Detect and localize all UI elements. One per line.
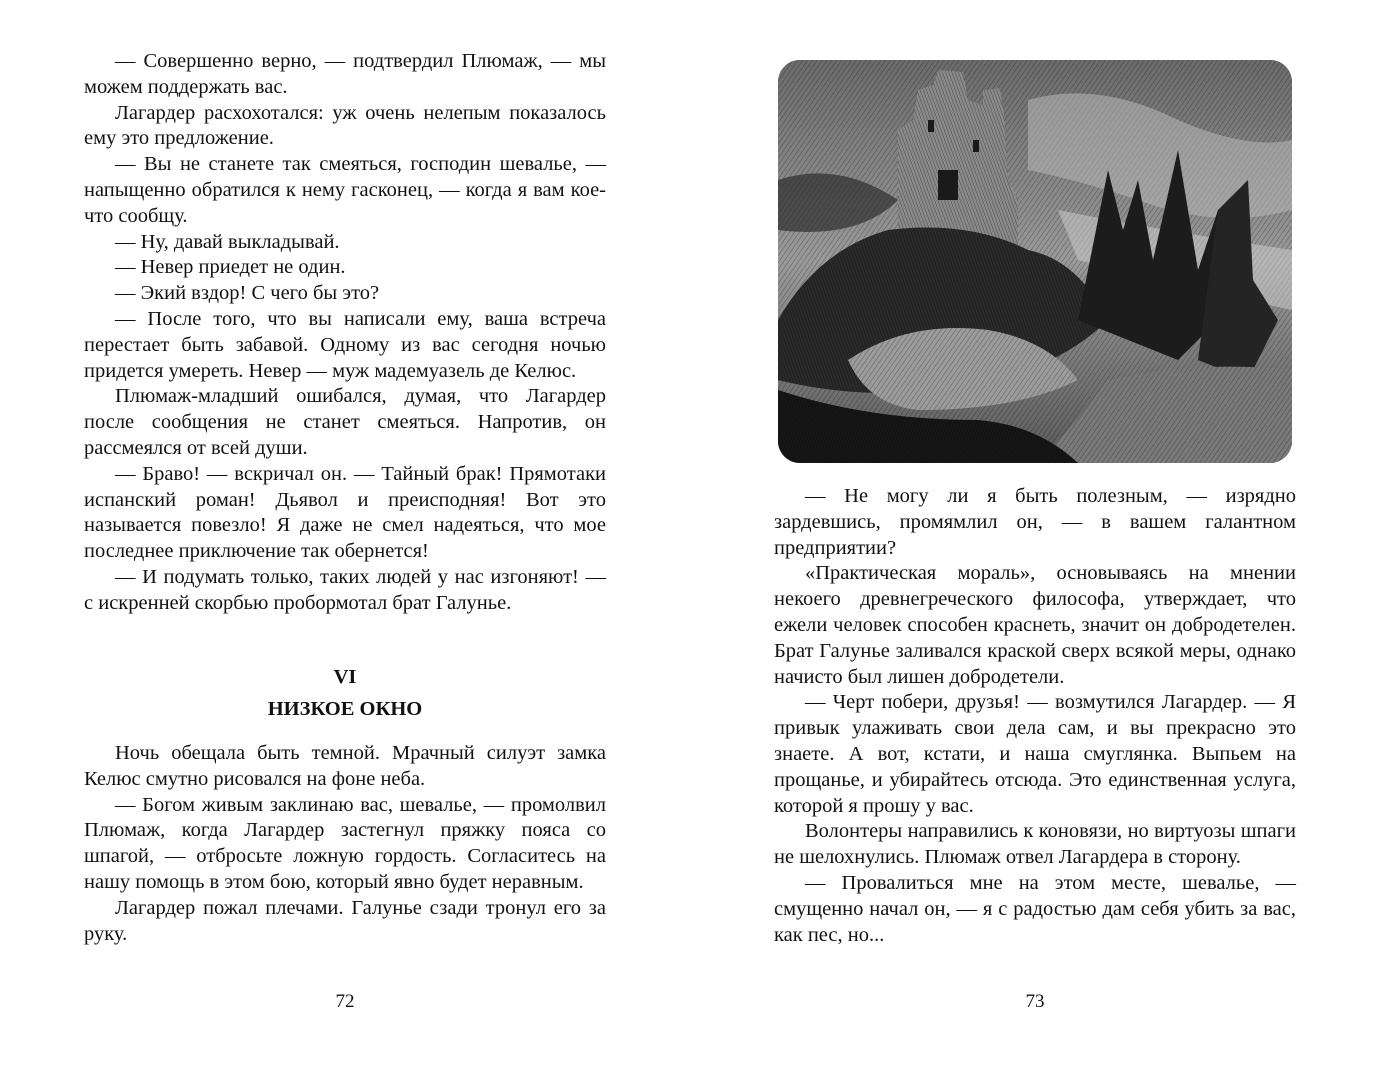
castle-illustration	[778, 60, 1292, 463]
chapter-title: НИЗКОЕ ОКНО	[267, 698, 423, 720]
left-page	[84, 0, 606, 1080]
right-page-text	[774, 484, 1296, 948]
paragraph: — После того, что вы написали ему, ваша встреча перестает быть забавой. Одному из вас сегодня ночью придется умереть. Невер — муж мадемуазель де Келюс.	[84, 307, 606, 382]
chapter-number: VI	[333, 666, 357, 688]
left-page-text-top	[84, 49, 606, 617]
right-page	[774, 0, 1296, 1080]
chapter-heading	[84, 661, 606, 725]
paragraph: — Совершенно верно, — подтвердил Плюмаж, — мы можем поддержать вас.	[84, 50, 606, 98]
paragraph: Ночь обещала быть темной. Мрачный силуэт замка Келюс смутно рисовался на фоне неба.	[84, 742, 606, 790]
paragraph: Лагардер пожал плечами. Галунье сзади тронул его за руку.	[84, 896, 606, 945]
paragraph: — Экий вздор! С чего бы это?	[115, 282, 380, 305]
paragraph: Плюмаж-младший ошибался, думая, что Лагардер после сообщения не станет смеяться. Напротив, он рассмеялся от всей души.	[84, 385, 606, 459]
engraving-image	[778, 60, 1292, 463]
paragraph: Волонтеры направились к коновязи, но виртуозы шпаги не шелохнулись. Плюмаж отвел Лагардера в сторону.	[774, 820, 1296, 869]
paragraph: — И подумать только, таких людей у нас изгоняют! — с искренней скорбью пробормотал брат Галунье.	[84, 565, 606, 614]
paragraph: — Ну, давай выкладывай.	[115, 230, 340, 253]
page-number: 73	[1025, 991, 1045, 1012]
paragraph: «Практическая мораль», основываясь на мнении некоего древнегреческого философа, утверждает, что ежели человек способен краснеть, значит он добродетелен. Брат Галунье заливался краской сверх всякой меры, однако начисто был лишен добродетели.	[774, 562, 1296, 688]
paragraph: — Богом живым заклинаю вас, шевалье, — промолвил Плюмаж, когда Лагардер застегнул пряжку пояса со шпагой, — отбросьте ложную гордость. Согласитесь на нашу помощь в этом бою, который явно будет неравным.	[84, 793, 606, 893]
paragraph: — Не могу ли я быть полезным, — изрядно зардевшись, промямлил он, — в вашем галантном предприятии?	[774, 485, 1296, 559]
paragraph: Лагардер расхохотался: уж очень нелепым показалось ему это предложение.	[84, 101, 606, 150]
page-number: 72	[335, 991, 355, 1012]
paragraph: — Невер приедет не один.	[115, 256, 346, 279]
left-page-text-bottom	[84, 741, 606, 947]
paragraph: — Браво! — вскричал он. — Тайный брак! Прямотаки испанский роман! Дьявол и преисподняя! Вот это называется повезло! Я даже не смел надеяться, что мое последнее приключение так обернется!	[84, 462, 606, 563]
paragraph: — Провалиться мне на этом месте, шевалье, — смущенно начал он, — я с радостью дам себя убить за вас, как пес, но...	[774, 871, 1296, 946]
paragraph: — Вы не станете так смеяться, господин шевалье, — напыщенно обратился к нему гасконец, — когда я вам кое-что сообщу.	[84, 153, 606, 227]
paragraph: — Черт побери, друзья! — возмутился Лагардер. — Я привык улаживать свои дела сам, и вы прекрасно это знаете. А вот, кстати, и наша смуглянка. Выпьем на прощанье, и убирайтесь отсюда. Это единственная услуга, которой я прошу у вас.	[774, 691, 1296, 817]
